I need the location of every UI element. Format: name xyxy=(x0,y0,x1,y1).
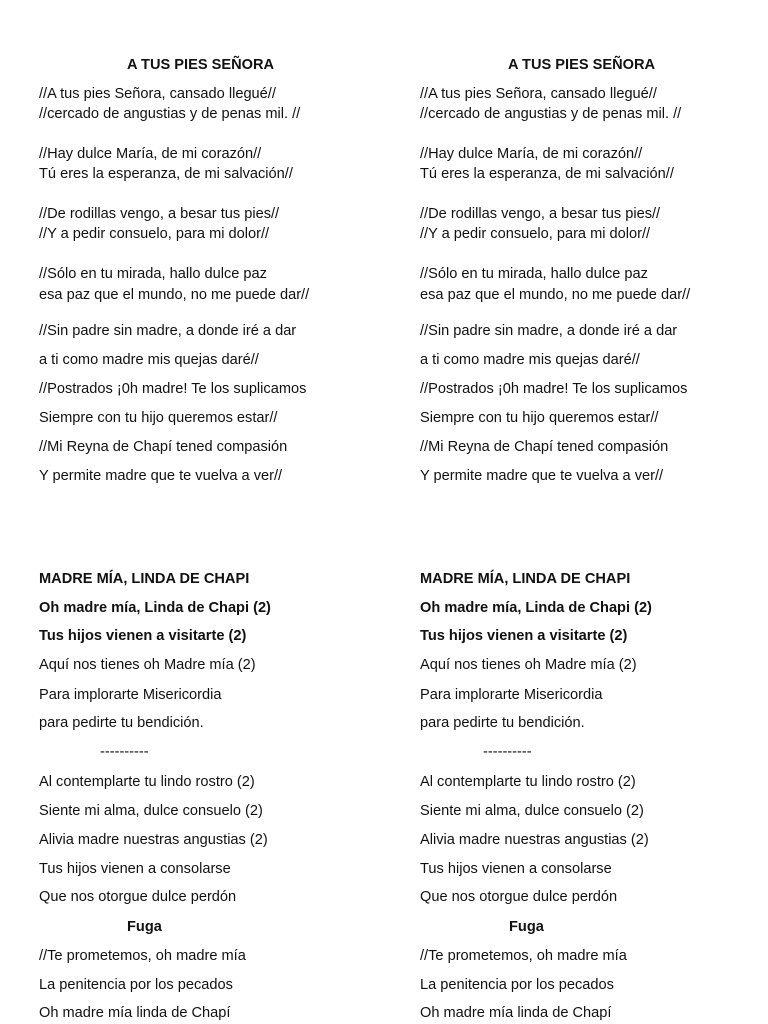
song2-line: para pedirte tu bendición. xyxy=(39,715,204,731)
song2-fuga-label: Fuga xyxy=(127,919,162,935)
song2-fuga-label: Fuga xyxy=(509,919,544,935)
song1-title: A TUS PIES SEÑORA xyxy=(508,57,656,73)
song1-line: Y permite madre que te vuelva a ver// xyxy=(420,468,664,484)
song2-line: Alivia madre nuestras angustias (2) xyxy=(420,832,649,848)
song1-line: //A tus pies Señora, cansado llegué// xyxy=(39,86,276,102)
song1-line: //Hay dulce María, de mi corazón// xyxy=(39,146,262,162)
song2-line: Al contemplarte tu lindo rostro (2) xyxy=(420,774,636,790)
song2-line: Oh madre mía linda de Chapí xyxy=(39,1005,231,1021)
song1-line: //Postrados ¡0h madre! Te los suplicamos xyxy=(420,381,688,397)
song1-line: Siempre con tu hijo queremos estar// xyxy=(39,410,278,426)
song2-line: Tus hijos vienen a consolarse xyxy=(420,861,612,877)
song2-line: Siente mi alma, dulce consuelo (2) xyxy=(420,803,644,819)
song2-line: Para implorarte Misericordia xyxy=(420,687,603,703)
song1-line: //Y a pedir consuelo, para mi dolor// xyxy=(420,226,651,242)
song2-line: Oh madre mía linda de Chapí xyxy=(420,1005,612,1021)
song2-line: Que nos otorgue dulce perdón xyxy=(39,889,237,905)
song1-line: Tú eres la esperanza, de mi salvación// xyxy=(39,166,293,182)
song1-title: A TUS PIES SEÑORA xyxy=(127,57,275,73)
song1-line: //Sin padre sin madre, a donde iré a dar xyxy=(420,323,678,339)
song2-line: Tus hijos vienen a consolarse xyxy=(39,861,231,877)
song1-line: Y permite madre que te vuelva a ver// xyxy=(39,468,283,484)
song2-line: La penitencia por los pecados xyxy=(39,977,233,993)
song1-line: //Postrados ¡0h madre! Te los suplicamos xyxy=(39,381,307,397)
song2-separator: ---------- xyxy=(483,744,532,760)
song1-line: //Y a pedir consuelo, para mi dolor// xyxy=(39,226,270,242)
song1-line: esa paz que el mundo, no me puede dar// xyxy=(420,287,691,303)
song1-line: //A tus pies Señora, cansado llegué// xyxy=(420,86,657,102)
song1-line: //Sólo en tu mirada, hallo dulce paz xyxy=(420,266,648,282)
song2-title: MADRE MÍA, LINDA DE CHAPI xyxy=(420,571,631,587)
song2-line: La penitencia por los pecados xyxy=(420,977,614,993)
song1-line: //cercado de angustias y de penas mil. // xyxy=(420,106,682,122)
left-column xyxy=(39,0,369,1024)
song1-line: //Sin padre sin madre, a donde iré a dar xyxy=(39,323,297,339)
song2-separator: ---------- xyxy=(100,744,149,760)
song2-bold-line: Oh madre mía, Linda de Chapi (2) xyxy=(420,600,652,616)
song1-line: //Hay dulce María, de mi corazón// xyxy=(420,146,643,162)
song2-line: //Te prometemos, oh madre mía xyxy=(420,948,627,964)
song1-line: a ti como madre mis quejas daré// xyxy=(420,352,640,368)
song1-line: a ti como madre mis quejas daré// xyxy=(39,352,259,368)
song2-bold-line: Tus hijos vienen a visitarte (2) xyxy=(420,628,628,644)
song1-line: //Sólo en tu mirada, hallo dulce paz xyxy=(39,266,267,282)
song2-line: Aquí nos tienes oh Madre mía (2) xyxy=(420,657,637,673)
song2-bold-line: Oh madre mía, Linda de Chapi (2) xyxy=(39,600,271,616)
song1-line: //De rodillas vengo, a besar tus pies// xyxy=(39,206,280,222)
song2-line: Que nos otorgue dulce perdón xyxy=(420,889,618,905)
song1-line: Tú eres la esperanza, de mi salvación// xyxy=(420,166,674,182)
song1-line: esa paz que el mundo, no me puede dar// xyxy=(39,287,310,303)
song2-line: Para implorarte Misericordia xyxy=(39,687,222,703)
song1-line: Siempre con tu hijo queremos estar// xyxy=(420,410,659,426)
song1-line: //Mi Reyna de Chapí tened compasión xyxy=(420,439,669,455)
song1-line: //Mi Reyna de Chapí tened compasión xyxy=(39,439,288,455)
song2-title: MADRE MÍA, LINDA DE CHAPI xyxy=(39,571,250,587)
song1-line: //cercado de angustias y de penas mil. // xyxy=(39,106,301,122)
song2-line: Al contemplarte tu lindo rostro (2) xyxy=(39,774,255,790)
song2-line: //Te prometemos, oh madre mía xyxy=(39,948,246,964)
song2-line: Siente mi alma, dulce consuelo (2) xyxy=(39,803,263,819)
song2-line: para pedirte tu bendición. xyxy=(420,715,585,731)
song1-line: //De rodillas vengo, a besar tus pies// xyxy=(420,206,661,222)
song2-line: Aquí nos tienes oh Madre mía (2) xyxy=(39,657,256,673)
song2-bold-line: Tus hijos vienen a visitarte (2) xyxy=(39,628,247,644)
right-column xyxy=(420,0,750,1024)
song2-line: Alivia madre nuestras angustias (2) xyxy=(39,832,268,848)
